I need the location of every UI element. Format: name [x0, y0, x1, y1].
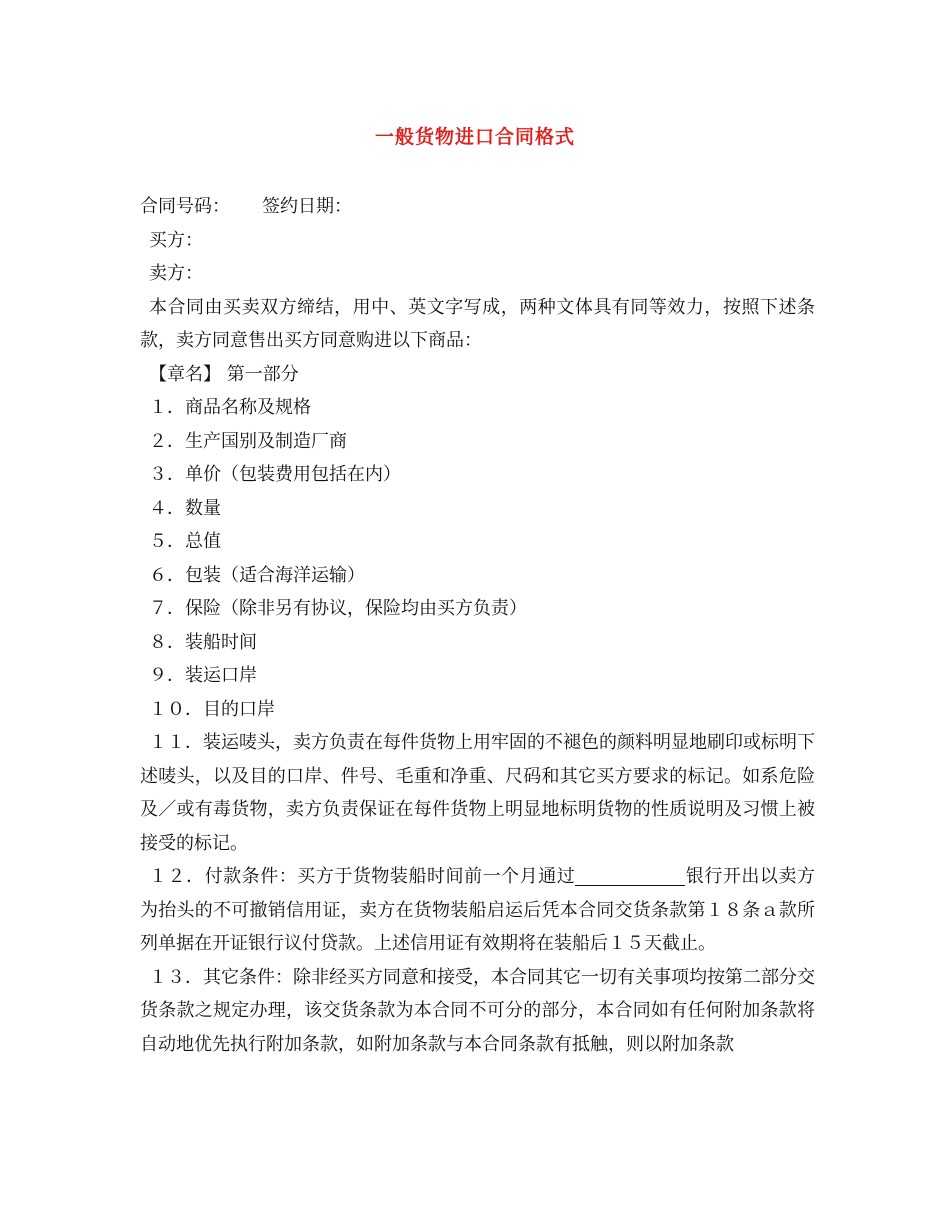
clause-12-before-blank: １２．付款条件：买方于货物装船时间前一个月通过	[149, 866, 576, 887]
intro-paragraph: 本合同由买卖双方缔结，用中、英文字写成，两种文体具有同等效力，按照下述条款，卖方同意售出买方同意购进以下商品：	[140, 296, 815, 351]
list-item: ７．保险（除非另有协议，保险均由买方负责）	[149, 598, 527, 619]
document-title: 一般货物进口合同格式	[374, 126, 575, 148]
seller-label: 卖方：	[149, 263, 203, 284]
list-item: ４．数量	[149, 497, 221, 519]
clause-12-after-blank: 银行开出以卖方为抬头的不可撤销信用证，卖方在货物装船启运后凭本合同交货条款第１８条ａ款所列单据在开证银行议付贷款。上述信用证有效期将在装船后１５天截止。	[140, 866, 815, 954]
contract-header-line	[140, 190, 815, 224]
list-item: １０．目的口岸	[149, 698, 275, 720]
list-item: ５．总值	[149, 531, 221, 552]
list-item: ２．生产国别及制造厂商	[149, 430, 347, 452]
bank-name-blank	[575, 867, 685, 886]
clause-13-paragraph: １３．其它条件：除非经买方同意和接受，本合同其它一切有关事项均按第二部分交货条款之规定办理，该交货条款为本合同不可分的部分，本合同如有任何附加条款将自动地优先执行附加条款，如附加条款与本合同条款有抵触，则以附加条款	[140, 966, 815, 1055]
list-item: ３．单价（包装费用包括在内）	[149, 464, 401, 485]
clause-12-paragraph	[140, 860, 815, 961]
list-item: １．商品名称及规格	[149, 397, 311, 418]
contract-no-label: 合同号码：	[140, 196, 230, 217]
sign-date-label: 签约日期：	[262, 196, 352, 217]
buyer-label: 买方：	[149, 229, 203, 251]
document-body	[140, 190, 815, 1061]
clause-11-paragraph: １１．装运唛头，卖方负责在每件货物上用牢固的不褪色的颜料明显地刷印或标明下述唛头，以及目的口岸、件号、毛重和净重、尺码和其它买方要求的标记。如系危险及／或有毒货物，卖方负责保证在每件货物上明显地标明货物的性质说明及习惯上被接受的标记。	[140, 732, 815, 854]
chapter-heading: 【章名】 第一部分	[149, 363, 299, 385]
list-item: ９．装运口岸	[149, 665, 257, 686]
list-item: ６．包装（适合海洋运输）	[149, 564, 365, 586]
list-item: ８．装船时间	[149, 631, 257, 653]
